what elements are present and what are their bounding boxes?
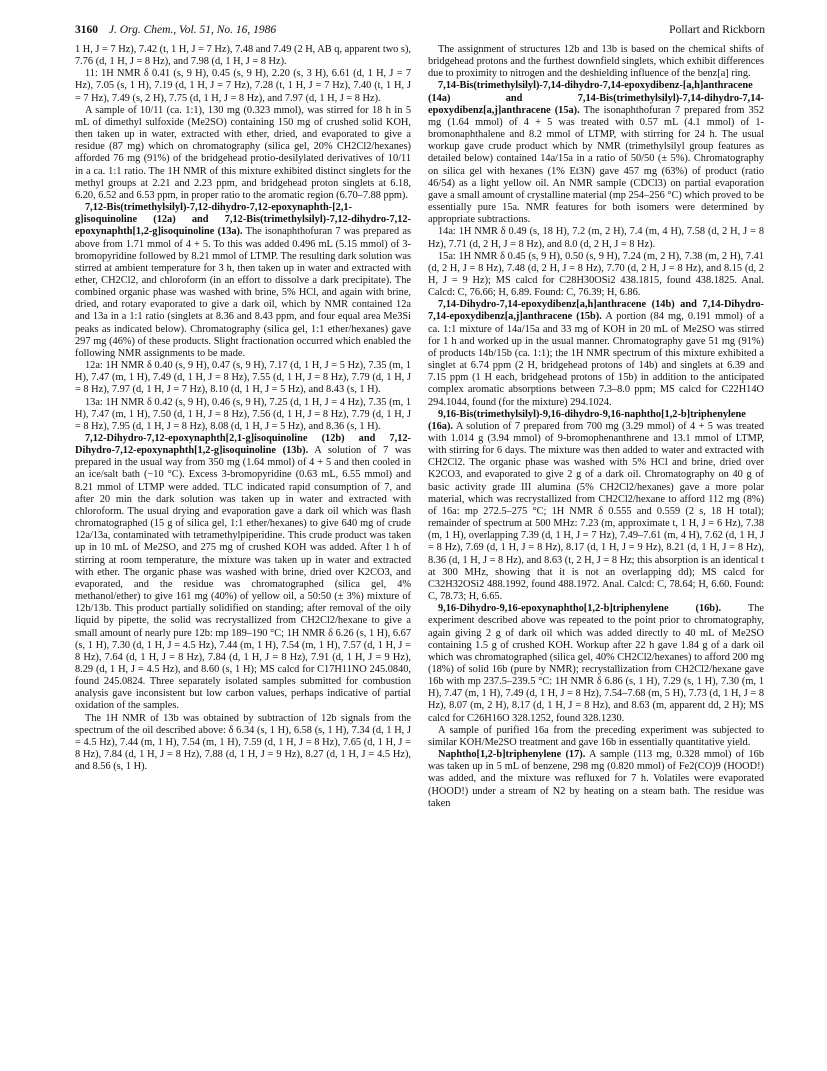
paragraph-text: The experiment described above was repeated to the point prior to chromatography, again giving 2 g of dark oil which was added directly to 40 mL of Me2SO containing 1.5 g of crushed KOH. Workup after 22 h gave 1.84 g of a dark oil which was chromatographed (silica gel, 40% CH2Cl2/hexanes) to afford 200 mg (18%) of solid 16b (pure by NMR); recrystallization from CH2Cl2/hexane gave 16b with mp 237.5–239.5 °C: 1H NMR δ 6.86 (s, 1 H), 7.29 (s, 1 H), 7.30 (m, 1 H), 7.47 (m, 1 H), 7.49 (d, 1 H, J = 8 Hz), 7.54–7.68 (m, 5 H), 7.73 (d, 1 H, J = 8 Hz), 8.07 (m, 2 H), 8.17 (d, 1 H, J = 8 Hz), and 8.63 (m, apparent dd, 2 H); MS calcd for C26H16O 328.1252, found 328.1230. xyxy=(428,603,764,724)
section-heading: 7,12-Dihydro-7,12-epoxynaphth[2,1-g]isoquinoline (12b) and 7,12-Dihydro-7,12-epoxynaphth[1,2-g]isoquinoline (13b). xyxy=(75,433,411,457)
paragraph-text: The isonaphthofuran 7 was prepared as above from 1.71 mmol of 4 + 5. To this was added 0.496 mL (5.15 mmol) of 3-bromopyridine followed by 8.21 mmol of LTMP. The resulting dark solution was stirred at ambient temperature for 3 h, then taken up in water and extracted with ether, CH2Cl2, and chloroform (in an effort to dissolve a dark precipitate). The combined organic phase was washed with brine, 5% HCl, and again with brine, dried, and rotary evaporated to give a dark oil, which by NMR contained 12a and 13a in a 1:1 ratio (singlets at 8.36 and 8.43 ppm, and four equal area Me3Si peaks as indicated below). Chromatography (silica gel, 1:1 ether/hexanes) gave 297 mg (46%) of these products. Slight fractionation occurred which enabled the following NMR assignments to be made. xyxy=(75,226,411,359)
paragraph-text: A sample of purified 16a from the preceding experiment was subjected to similar KOH/Me2SO treatment and gave 16b in essentially quantitative yield. xyxy=(428,724,764,748)
paragraph xyxy=(428,299,764,408)
paragraph-text: A sample (113 mg, 0.328 mmol) of 16b was taken up in 5 mL of benzene, 298 mg (0.820 mmol) of Fe2(CO)9 (HOOD!) was added, and the mixture was refluxed for 7 h. Volatiles were evaporated (HOOD!) under a stream of N2 by heating on a steam bath. The residue was taken xyxy=(428,749,764,809)
paragraph xyxy=(75,202,411,360)
paragraph xyxy=(75,68,411,104)
section-heading: 9,16-Dihydro-9,16-epoxynaphtho[1,2-b]triphenylene (16b). xyxy=(438,603,722,615)
paragraph-text: The 1H NMR of 13b was obtained by subtraction of 12b signals from the spectrum of the oil described above: δ 6.34 (s, 1 H), 6.58 (s, 1 H), 7.34 (d, 1 H, J = 4.5 Hz), 7.44 (m, 1 H), 7.54 (m, 1 H), 7.59 (d, 1 H, J = 8 Hz), 7.65 (d, 1 H, J = 8 Hz), 7.84 (d, 1 H, J = 8 Hz), 7.88 (d, 1 H, J = 9 Hz), 8.27 (d, 1 H, J = 4.5 Hz), and 8.56 (s, 1 H). xyxy=(75,712,411,773)
header-authors: Pollart and Rickborn xyxy=(669,24,765,36)
paragraph-text: A sample of 10/11 (ca. 1:1), 130 mg (0.323 mmol), was stirred for 18 h in 5 mL of dimethyl sulfoxide (Me2SO) containing 150 mg of crushed solid KOH, then taken up in water, extracted with ether, dried, and evaporated to give a residue (87 mg) which on chromatography (silica gel, 20% CH2Cl2/hexanes) afforded 76 mg (91%) of the bridgehead protio-desilylated derivatives of 10/11 in a ca. 1:1 ratio. The 1H NMR of this mixture exhibited distinct singlets for the methyl groups at 2.21 and 2.23 ppm, and bridgehead proton singlets at 6.18, 6.20, 6.52 and 6.53 ppm, in proper ratio to the aromatic region (6.70–7.88 ppm). xyxy=(75,104,411,201)
paragraph-text: The assignment of structures 12b and 13b is based on the chemical shifts of bridgehead protons and the furthest downfield singlets, which exhibit differences due to proximity to nitrogen and the deshielding influence of the benz[a] ring. xyxy=(428,44,764,80)
section-heading: 7,12-Bis(trimethylsilyl)-7,12-dihydro-7,12-epoxynaphth-[2,1-g]isoquinoline (12a) and 7,12-Bis(trimethylsilyl)-7,12-dihydro-7,12-epoxynaphth[1,2-g]isoquinoline (13a). xyxy=(75,202,411,238)
paragraph xyxy=(428,409,764,604)
paragraph-text: 1 H, J = 7 Hz), 7.42 (t, 1 H, J = 7 Hz), 7.48 and 7.49 (2 H, AB q, apparent two s), 7.76 (d, 1 H, J = 8 Hz), and 7.98 (d, 1 H, J = 8 Hz). xyxy=(75,44,411,68)
header-left xyxy=(75,24,276,36)
paragraph-text: A solution of 7 prepared from 700 mg (3.29 mmol) of 4 + 5 was treated with 1.014 g (3.94 mmol) of 9-bromophenanthrene and 13.1 mmol of LTMP, with stirring for 6 days. The mixture was then added to water and extracted with CH2Cl2. The organic phase was washed with 5% HCl and brine, dried over K2CO3, and evaporated to give 2 g of a dark oil. Chromatography on 40 g of basic activity grade III alumina (5% CH2Cl2/hexanes) gave a more polar material, which was recrystallized from CH2Cl2/hexane to afford 112 mg (8%) of 16a: mp 272.5–275 °C; 1H NMR δ 0.555 and 0.559 (2 s, 18 H total); remainder of spectrum at 500 MHz: 7.23 (m, approximate t, 1 H, J = 6 Hz), 7.38 (m, 1 H), overlapping 7.39 (d, 1 H, J = 7 Hz), 7.49–7.61 (m, 4 H), 7.62 (d, 1 H, J = 8 Hz), 7.69 (d, 1 H, J = 8 Hz), 8.17 (d, 1 H, J = 9 Hz), 8.21 (d, 1 H, J = 8 Hz), 8.36 (d, 1 H, J = 8 Hz), and 8.63 (t, 2 H, J = 8 Hz; this absorption is an identical t at 300 MHz, showing that it is not an overlapping dd); MS calcd for C32H32OSi2 488.1992, found 488.1972. Anal. Calcd: C, 78.64; H, 6.60. Found: C, 78.73; H, 6.65. xyxy=(428,420,764,603)
paragraph xyxy=(428,44,764,80)
paragraph-text: A solution of 7 was prepared in the usual way from 350 mg (1.64 mmol) of 4 + 5 and then cooled in an ice/salt bath (−10 °C). Excess 3-bromopyridine (0.63 mL, 6.55 mmol) and 8.21 mmol of LTMP were added. TLC indicated rapid consumption of 7, and after 20 min the dark solution was taken up in water and extracted with chloroform. The usual drying and evaporation gave a dark oil which was flash chromatographed (15 g of silica gel, 1:1 ether/hexanes) to give 640 mg of crude 12a/13a, contaminated with tetramethylpiperidine. This crude product was taken up in 10 mL of Me2SO, and 275 mg of crushed KOH was added. After 1 h of stirring at room temperature, the mixture was taken up in water and extracted with ether. The organic phase was washed with brine, dried over K2CO3, and evaporated, and the residue was chromatographed (silica gel, 4% methanol/ether) to give 161 mg (40%) of yellow oil, a 50:50 (± 3%) mixture of 12b/13b. This product partially solidified on standing; after removal of the oily liquid by pipette, the solid was recrystallized from CH2Cl2/hexane to give a small amount of nearly pure 12b: mp 189–190 °C; 1H NMR δ 6.26 (s, 1 H), 6.67 (s, 1 H), 7.30 (d, 1 H, J = 4.5 Hz), 7.44 (m, 1 H), 7.54 (m, 1 H), 7.57 (d, 1 H, J = 8 Hz), 7.64 (d, 1 H, J = 8 Hz), 7.84 (d, 1 H, J = 8 Hz), 7.91 (d, 1 H, J = 9 Hz), 8.29 (d, 1 H, J = 4.5 Hz), and 8.60 (s, 1 H); MS calcd for C17H11NO 245.0840, found 245.0824. Three separately isolated samples submitted for combustion analysis gave inconsistent but low carbon values, perhaps indicative of partial oxidation of the samples. xyxy=(75,445,412,712)
paragraph xyxy=(428,226,764,250)
journal-citation: J. Org. Chem., Vol. 51, No. 16, 1986 xyxy=(108,24,277,36)
paragraph xyxy=(75,713,411,774)
section-heading: 7,14-Dihydro-7,14-epoxydibenz[a,h]anthracene (14b) and 7,14-Dihydro-7,14-epoxydibenz[a,j]anthracene (15b). xyxy=(428,299,764,323)
paragraph xyxy=(75,360,411,396)
paragraph xyxy=(75,433,411,713)
paragraph xyxy=(75,105,411,202)
left-column xyxy=(75,44,411,773)
paragraph-text: 13a: 1H NMR δ 0.42 (s, 9 H), 0.46 (s, 9 H), 7.25 (d, 1 H, J = 4 Hz), 7.35 (m, 1 H), 7.47 (m, 1 H), 7.50 (d, 1 H, J = 8 Hz), 7.56 (d, 1 H, J = 8 Hz), 7.79 (d, 1 H, J = 8 Hz), 7.95 (d, 1 H, J = 8 Hz), 8.08 (d, 1 H, J = 5 Hz), and 8.36 (s, 1 H). xyxy=(75,396,411,432)
right-column xyxy=(428,44,764,810)
paragraph xyxy=(428,725,764,749)
paragraph xyxy=(428,251,764,300)
paragraph-text: 15a: 1H NMR δ 0.45 (s, 9 H), 0.50 (s, 9 H), 7.24 (m, 2 H), 7.38 (m, 2 H), 7.41 (d, 2 H, J = 8 Hz), 7.48 (d, 2 H, J = 8 Hz), 7.70 (d, 2 H, J = 8 Hz), and 8.15 (d, 2 H, J = 9 Hz); MS calcd for C28H30OSi2 438.1815, found 438.1825. Anal. Calcd: C, 76.66; H, 6.89. Found: C, 76.39; H, 6.86. xyxy=(428,250,764,299)
page-header xyxy=(75,24,765,42)
paragraph xyxy=(428,749,764,810)
paragraph xyxy=(75,44,411,68)
section-heading: Naphtho[1,2-b]triphenylene (17). xyxy=(438,749,586,761)
paragraph-text: 12a: 1H NMR δ 0.40 (s, 9 H), 0.47 (s, 9 H), 7.17 (d, 1 H, J = 5 Hz), 7.35 (m, 1 H), 7.47 (m, 1 H), 7.49 (d, 1 H, J = 8 Hz), 7.55 (d, 1 H, J = 8 Hz), 7.79 (d, 1 H, J = 8 Hz), 7.97 (d, 1 H, J = 7 Hz), 8.10 (d, 1 H, J = 5 Hz), and 8.43 (s, 1 H). xyxy=(75,360,411,396)
paragraph-text: The isonaphthofuran 7 prepared from 352 mg (1.64 mmol) of 4 + 5 was treated with 0.57 mL (4.1 mmol) of 1-bromonaphthalene and 8.2 mmol of LTMP, with stirring for 24 h. The usual workup gave crude product which by NMR (trimethylsilyl group features as detailed below) contained 14a/15a in a ratio of 50/50 (± 5%). Chromatography on silica gel with hexanes (1% Et3N) gave 457 mg (63%) of product (ratio 46/54) as a light yellow oil. An NMR sample (CDCl3) on partial evaporation gave a small amount of crystalline material (mp 254–256 °C) which proved to be essentially pure 15a. NMR features for both isomers were determined by appropriate subtractions. xyxy=(428,104,764,226)
paragraph xyxy=(428,603,764,725)
section-heading: 9,16-Bis(trimethylsilyl)-9,16-dihydro-9,16-naphtho[1,2-b]triphenylene (16a). xyxy=(428,408,746,432)
paragraph xyxy=(75,397,411,433)
page-number: 3160 xyxy=(75,24,98,36)
paragraph xyxy=(428,80,764,226)
paragraph-text: A portion (84 mg, 0.191 mmol) of a ca. 1:1 mixture of 14a/15a and 33 mg of KOH in 20 mL of Me2SO was stirred for 1 h and worked up in the usual manner. Chromatography gave 51 mg (91%) of products 14b/15b (ca. 1:1); the 1H NMR spectrum of this mixture exhibited a singlet at 6.74 ppm (2 H, bridgehead protons of 14b) and singlets at 6.39 and 7.15 ppm (1 H each, bridgehead protons of 15b) in addition to the anticipated complex aromatic absorptions between 7.3–8.0 ppm; MS calcd for C22H14O 294.1044, found (for the mixture) 294.1024. xyxy=(428,311,764,408)
paragraph-text: 14a: 1H NMR δ 0.49 (s, 18 H), 7.2 (m, 2 H), 7.4 (m, 4 H), 7.58 (d, 2 H, J = 8 Hz), 7.71 (d, 2 H, J = 8 Hz), and 8.0 (d, 2 H, J = 8 Hz). xyxy=(428,226,764,250)
paragraph-text: 11: 1H NMR δ 0.41 (s, 9 H), 0.45 (s, 9 H), 2.20 (s, 3 H), 6.61 (d, 1 H, J = 7 Hz), 7.05 (s, 1 H), 7.19 (d, 1 H, J = 7 Hz), 7.28 (t, 1 H, J = 7 Hz), 7.40 (t, 1 H, J = 7 Hz), 7.49 (s, 2 H), 7.75 (d, 1 H, J = 8 Hz), and 7.97 (d, 1 H, J = 8 Hz). xyxy=(75,68,411,104)
section-heading: 7,14-Bis(trimethylsilyl)-7,14-dihydro-7,14-epoxydibenz-[a,h]anthracene (14a) and 7,14-Bis(trimethylsilyl)-7,14-dihydro-7,14-epoxydibenz[a,j]anthracene (15a). xyxy=(428,80,764,116)
